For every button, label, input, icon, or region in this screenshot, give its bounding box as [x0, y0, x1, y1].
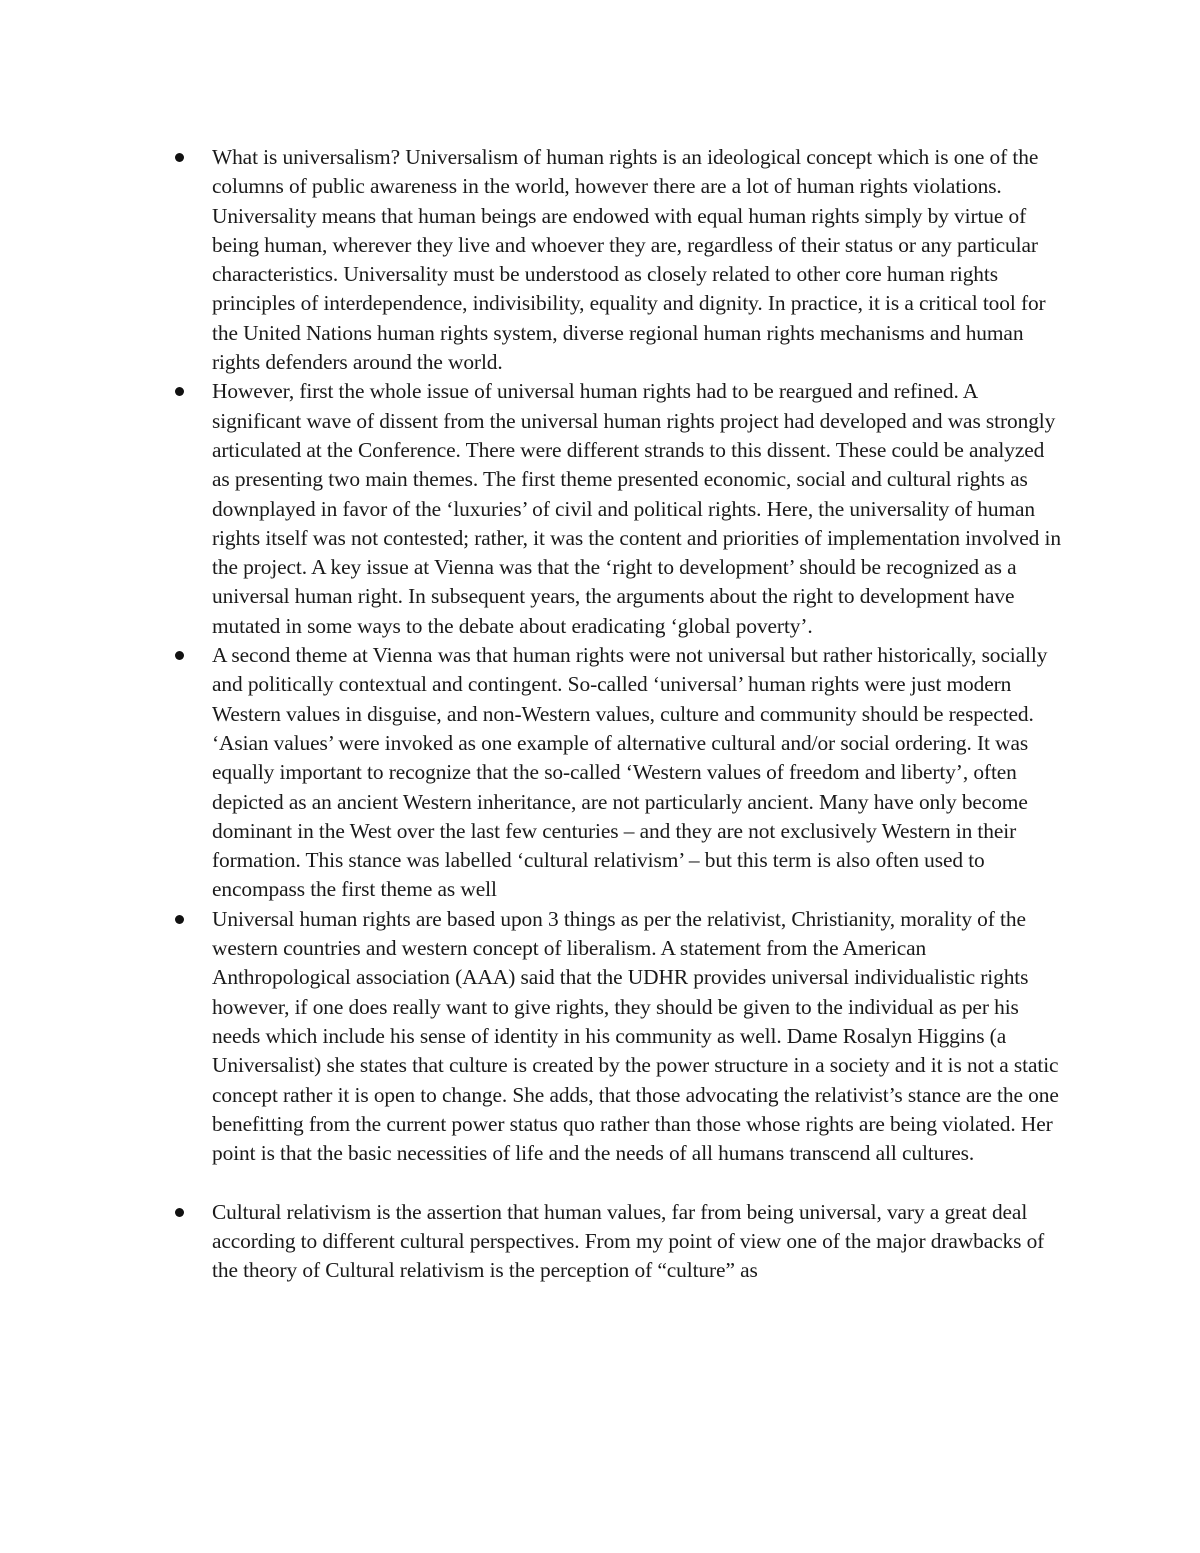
list-item [175, 641, 1065, 905]
bullet-icon [175, 651, 184, 660]
bullet-icon [175, 1208, 184, 1217]
list-item [175, 143, 1065, 377]
paragraph-text: Cultural relativism is the assertion that human values, far from being universal, vary a great deal according to different cultural perspectives. From my point of view one of the major drawbacks of the theory of Cultural relativism is the perception of “culture” as [212, 1199, 1045, 1283]
list-item [175, 1198, 1065, 1286]
paragraph-text: Universal human rights are based upon 3 things as per the relativist, Christianity, morality of the western countries and western concept of liberalism. A statement from the American Anthropological association (AAA) said that the UDHR provides universal individualistic rights however, if one does really want to give rights, they should be given to the individual as per his needs which include his sense of identity in his community as well. Dame Rosalyn Higgins (a Universalist) she states that culture is created by the power structure in a society and it is not a static concept rather it is open to change. She adds, that those advocating the relativist’s stance are the one benefitting from the current power status quo rather than those whose rights are being violated. Her point is that the basic necessities of life and the needs of all humans transcend all cultures. [212, 906, 1059, 1166]
paragraph-text: A second theme at Vienna was that human rights were not universal but rather historically, socially and politically contextual and contingent. So-called ‘universal’ human rights were just modern Western values in disguise, and non-Western values, culture and community should be respected. ‘Asian values’ were invoked as one example of alternative cultural and/or social ordering. It was equally important to recognize that the so-called ‘Western values of freedom and liberty’, often depicted as an ancient Western inheritance, are not particularly ancient. Many have only become dominant in the West over the last few centuries – and they are not exclusively Western in their formation. This stance was labelled ‘cultural relativism’ – but this term is also often used to encompass the first theme as well [212, 643, 1048, 902]
bullet-icon [175, 153, 184, 162]
bullet-icon [175, 915, 184, 924]
paragraph-text: However, first the whole issue of universal human rights had to be reargued and refined. A significant wave of dissent from the universal human rights project had developed and was strongly articulated at the Conference. There were different strands to this dissent. These could be analyzed as presenting two main themes. The first theme presented economic, social and cultural rights as downplayed in favor of the ‘luxuries’ of civil and political rights. Here, the universality of human rights itself was not contested; rather, it was the content and priorities of implementation involved in the project. A key issue at Vienna was that the ‘right to development’ should be recognized as a universal human right. In subsequent years, the arguments about the right to development have mutated in some ways to the debate about eradicating ‘global poverty’. [212, 379, 1061, 638]
bullet-list [175, 143, 1065, 1286]
list-item [175, 905, 1065, 1169]
list-item [175, 377, 1065, 641]
bullet-icon [175, 387, 184, 396]
paragraph-text: What is universalism? Universalism of human rights is an ideological concept which is one of the columns of public awareness in the world, however there are a lot of human rights violations. Universality means that human beings are endowed with equal human rights simply by virtue of being human, wherever they live and whoever they are, regardless of their status or any particular characteristics. Universality must be understood as closely related to other core human rights principles of interdependence, indivisibility, equality and dignity. In practice, it is a critical tool for the United Nations human rights system, diverse regional human rights mechanisms and human rights defenders around the world. [212, 145, 1046, 375]
